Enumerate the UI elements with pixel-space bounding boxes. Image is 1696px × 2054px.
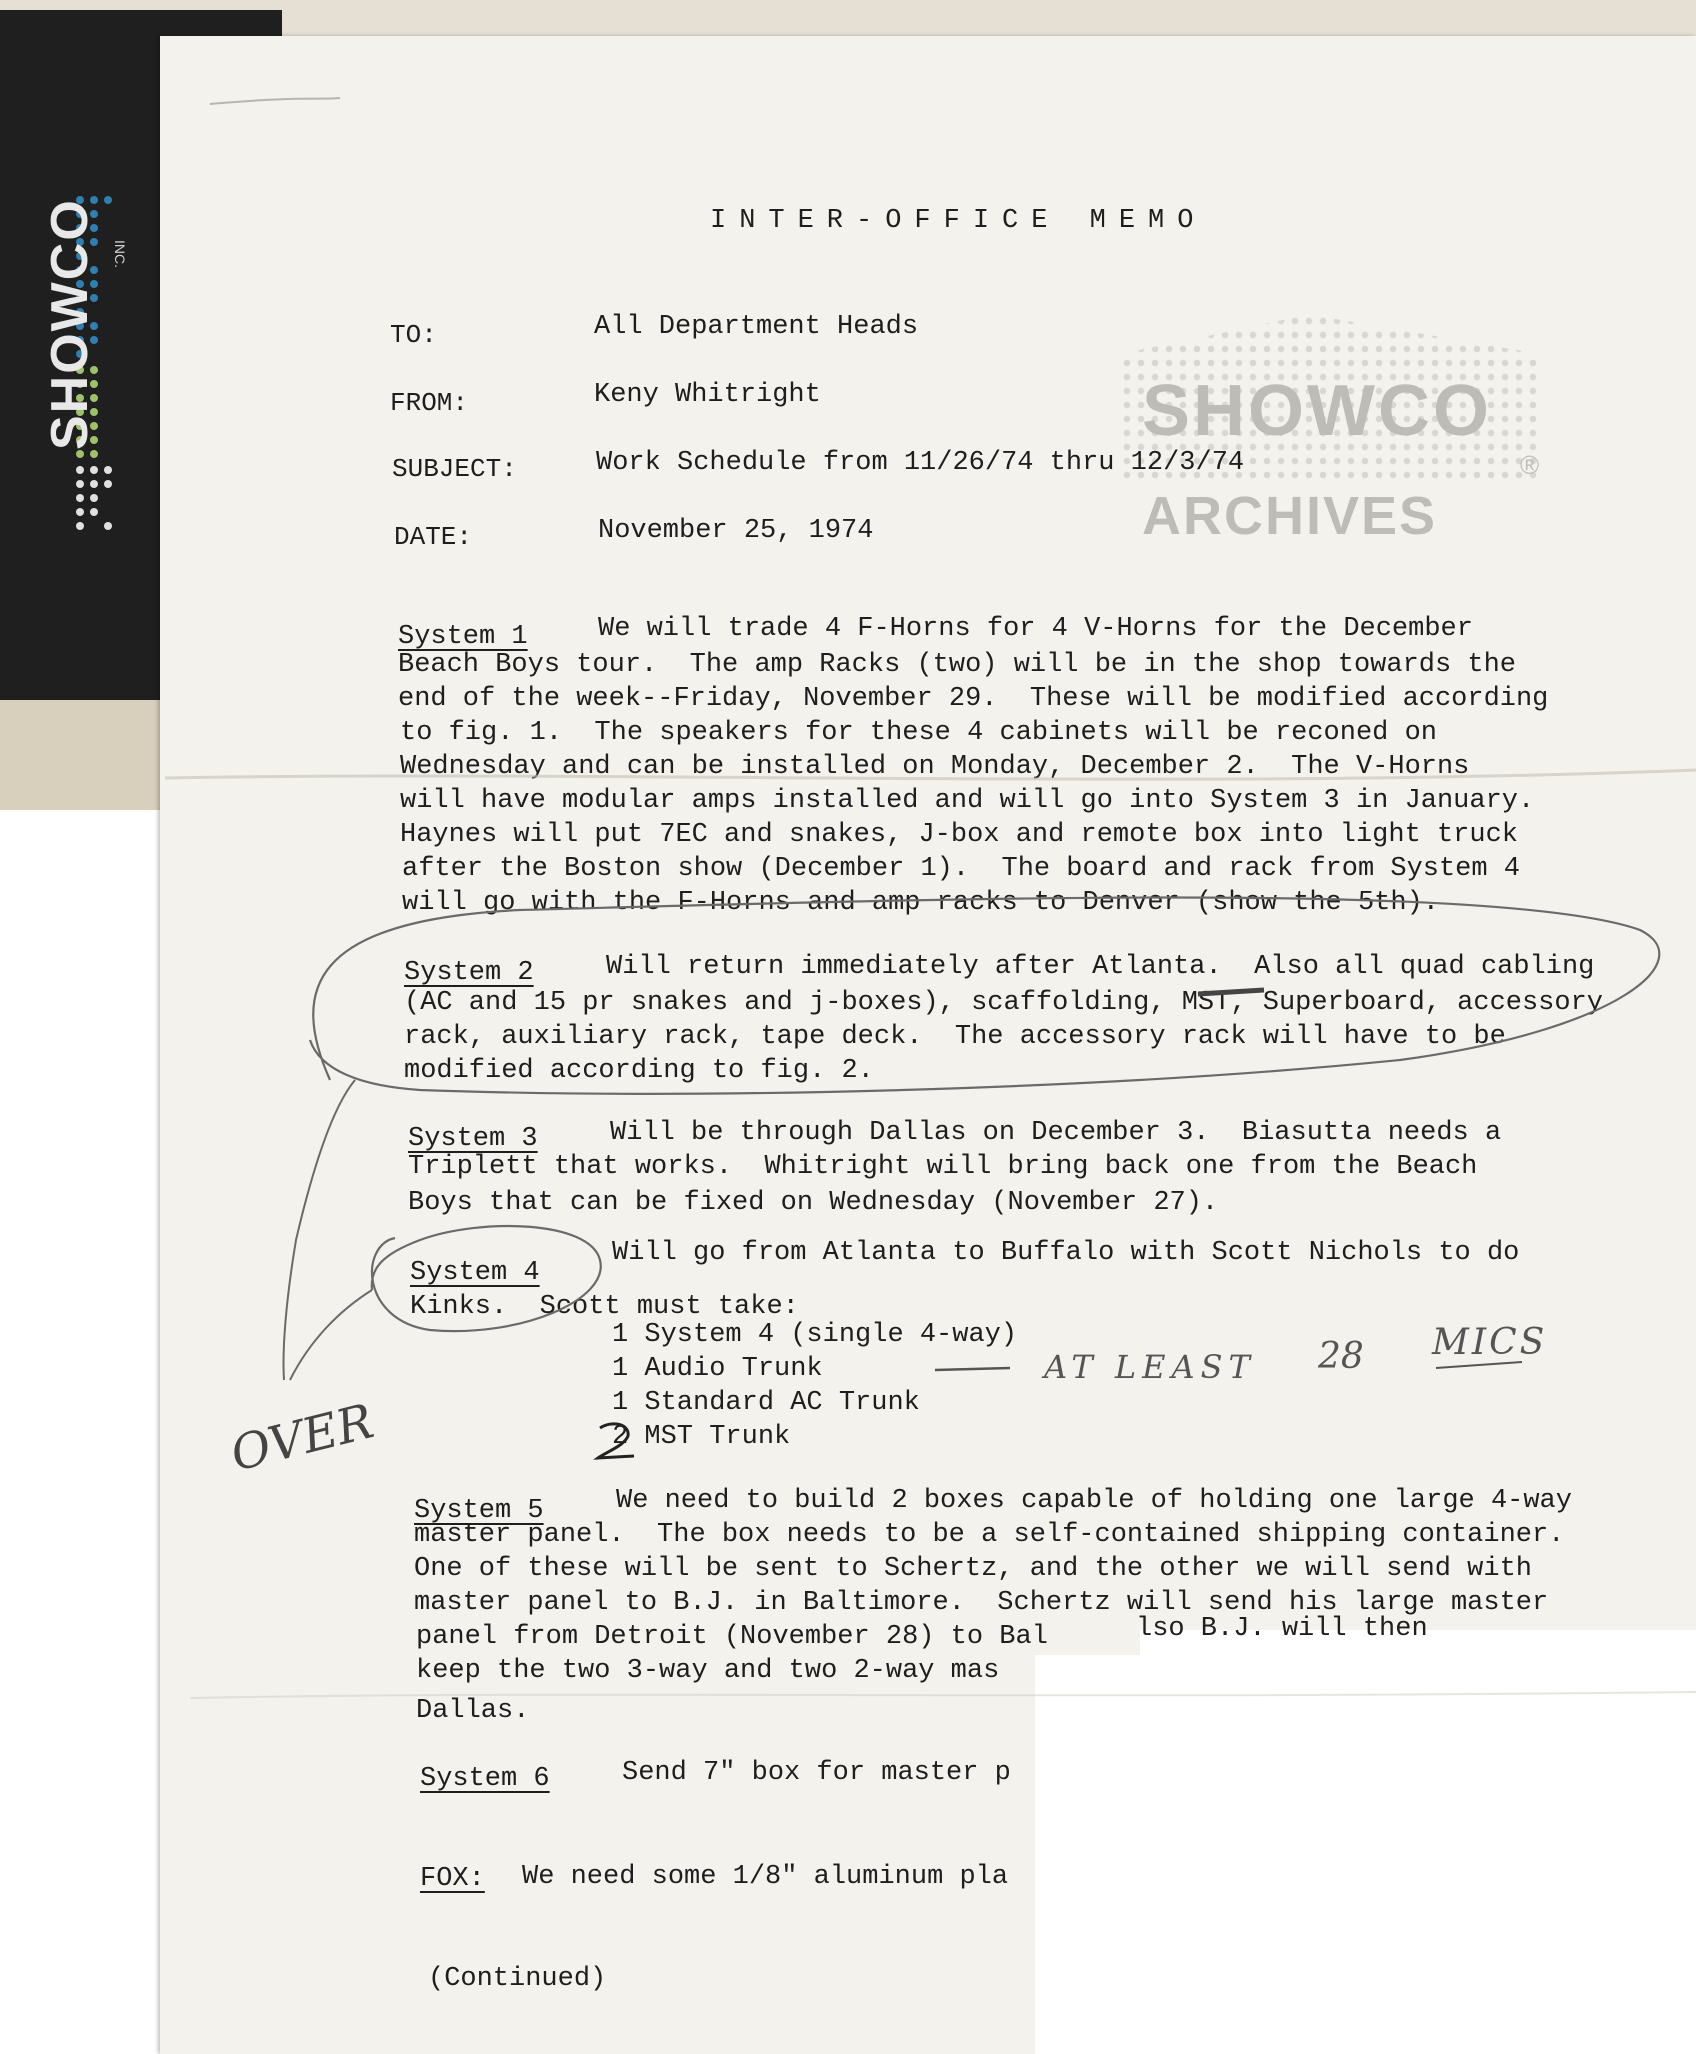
system-4-item: 1 Standard AC Trunk bbox=[612, 1388, 920, 1418]
system-5-line: One of these will be sent to Schertz, and the other we will send with bbox=[414, 1554, 1532, 1584]
subject-value: Work Schedule from 11/26/74 thru 12/3/74 bbox=[596, 448, 1245, 478]
system-2-line: modified according to fig. 2. bbox=[404, 1056, 874, 1086]
watermark-line2: ARCHIVES bbox=[1142, 486, 1438, 546]
to-value: All Department Heads bbox=[594, 312, 919, 342]
system-5-line: We need to build 2 boxes capable of holding one large 4-way bbox=[616, 1486, 1572, 1516]
system-5-line: lso B.J. will then bbox=[1136, 1614, 1428, 1644]
from-label: FROM: bbox=[390, 388, 469, 418]
system-1-line: We will trade 4 F-Horns for 4 V-Horns for the December bbox=[598, 614, 1473, 644]
system-1-line: to fig. 1. The speakers for these 4 cabinets will be reconed on bbox=[400, 718, 1437, 748]
system-6-heading: System 6 bbox=[420, 1764, 550, 1794]
system-1-heading: System 1 bbox=[398, 622, 528, 652]
paper-torn-area bbox=[1035, 1655, 1696, 2054]
system-4-line: Will go from Atlanta to Buffalo with Scott Nichols to do bbox=[612, 1238, 1520, 1268]
system-1-line: will have modular amps installed and will go into System 3 in January. bbox=[400, 786, 1535, 816]
handwritten-number: 28 bbox=[1318, 1336, 1364, 1377]
handwritten-mics: MICS bbox=[1432, 1322, 1548, 1363]
system-2-line: rack, auxiliary rack, tape deck. The accessory rack will have to be bbox=[404, 1022, 1506, 1052]
system-5-line: master panel. The box needs to be a self-contained shipping container. bbox=[414, 1520, 1565, 1550]
system-4-item: 1 System 4 (single 4-way) bbox=[612, 1320, 1018, 1350]
system-6-text: Send 7" box for master p bbox=[622, 1758, 1011, 1788]
memo-title: INTER-OFFICE MEMO bbox=[710, 206, 1207, 236]
fox-heading: FOX: bbox=[420, 1864, 485, 1894]
handwritten-over: OVER bbox=[225, 1393, 379, 1483]
system-3-line: Triplett that works. Whitright will bring back one from the Beach bbox=[408, 1152, 1478, 1182]
continued-note: (Continued) bbox=[428, 1964, 607, 1994]
handwritten-at-least: AT LEAST bbox=[1044, 1348, 1256, 1386]
system-1-line: Haynes will put 7EC and snakes, J-box and remote box into light truck bbox=[400, 820, 1518, 850]
subject-label: SUBJECT: bbox=[392, 454, 517, 484]
showco-logo-inc: INC. bbox=[112, 240, 128, 268]
system-2-line: Will return immediately after Atlanta. Also all quad cabling bbox=[606, 952, 1595, 982]
system-4-line: Kinks. Scott must take: bbox=[410, 1292, 799, 1322]
showco-archives-watermark bbox=[1120, 300, 1540, 550]
system-5-line: keep the two 3-way and two 2-way mas bbox=[416, 1656, 1000, 1686]
system-5-heading: System 5 bbox=[414, 1496, 544, 1526]
from-value: Keny Whitright bbox=[594, 380, 821, 410]
date-label: DATE: bbox=[394, 522, 473, 552]
system-4-item: 1 Audio Trunk bbox=[612, 1354, 823, 1384]
date-value: November 25, 1974 bbox=[598, 516, 874, 546]
system-1-line: end of the week--Friday, November 29. These will be modified according bbox=[398, 684, 1549, 714]
system-1-line: Wednesday and can be installed on Monday, December 2. The V-Horns bbox=[400, 752, 1470, 782]
watermark-registered-mark: ® bbox=[1520, 450, 1540, 480]
watermark-line1: SHOWCO bbox=[1142, 371, 1492, 451]
system-2-line: (AC and 15 pr snakes and j-boxes), scaffolding, MST, Superboard, accessory bbox=[404, 988, 1603, 1018]
system-4-item: 2 MST Trunk bbox=[612, 1422, 791, 1452]
system-4-heading: System 4 bbox=[410, 1258, 540, 1288]
system-1-line: after the Boston show (December 1). The board and rack from System 4 bbox=[402, 854, 1520, 884]
to-label: TO: bbox=[390, 320, 437, 350]
system-1-line: will go with the F-Horns and amp racks to Denver (show the 5th). bbox=[402, 888, 1439, 918]
system-3-line: Boys that can be fixed on Wednesday (November 27). bbox=[408, 1188, 1219, 1218]
system-5-line: panel from Detroit (November 28) to Bal bbox=[416, 1622, 1048, 1652]
system-5-line: master panel to B.J. in Baltimore. Schertz will send his large master bbox=[414, 1588, 1549, 1618]
system-3-heading: System 3 bbox=[408, 1124, 538, 1154]
fox-text: We need some 1/8" aluminum pla bbox=[522, 1862, 1009, 1892]
system-5-line: Dallas. bbox=[416, 1696, 530, 1726]
system-1-line: Beach Boys tour. The amp Racks (two) will be in the shop towards the bbox=[398, 650, 1516, 680]
showco-logo-text: SHOWCO bbox=[41, 198, 99, 450]
system-2-heading: System 2 bbox=[404, 958, 534, 988]
system-3-line: Will be through Dallas on December 3. Biasutta needs a bbox=[610, 1118, 1502, 1148]
